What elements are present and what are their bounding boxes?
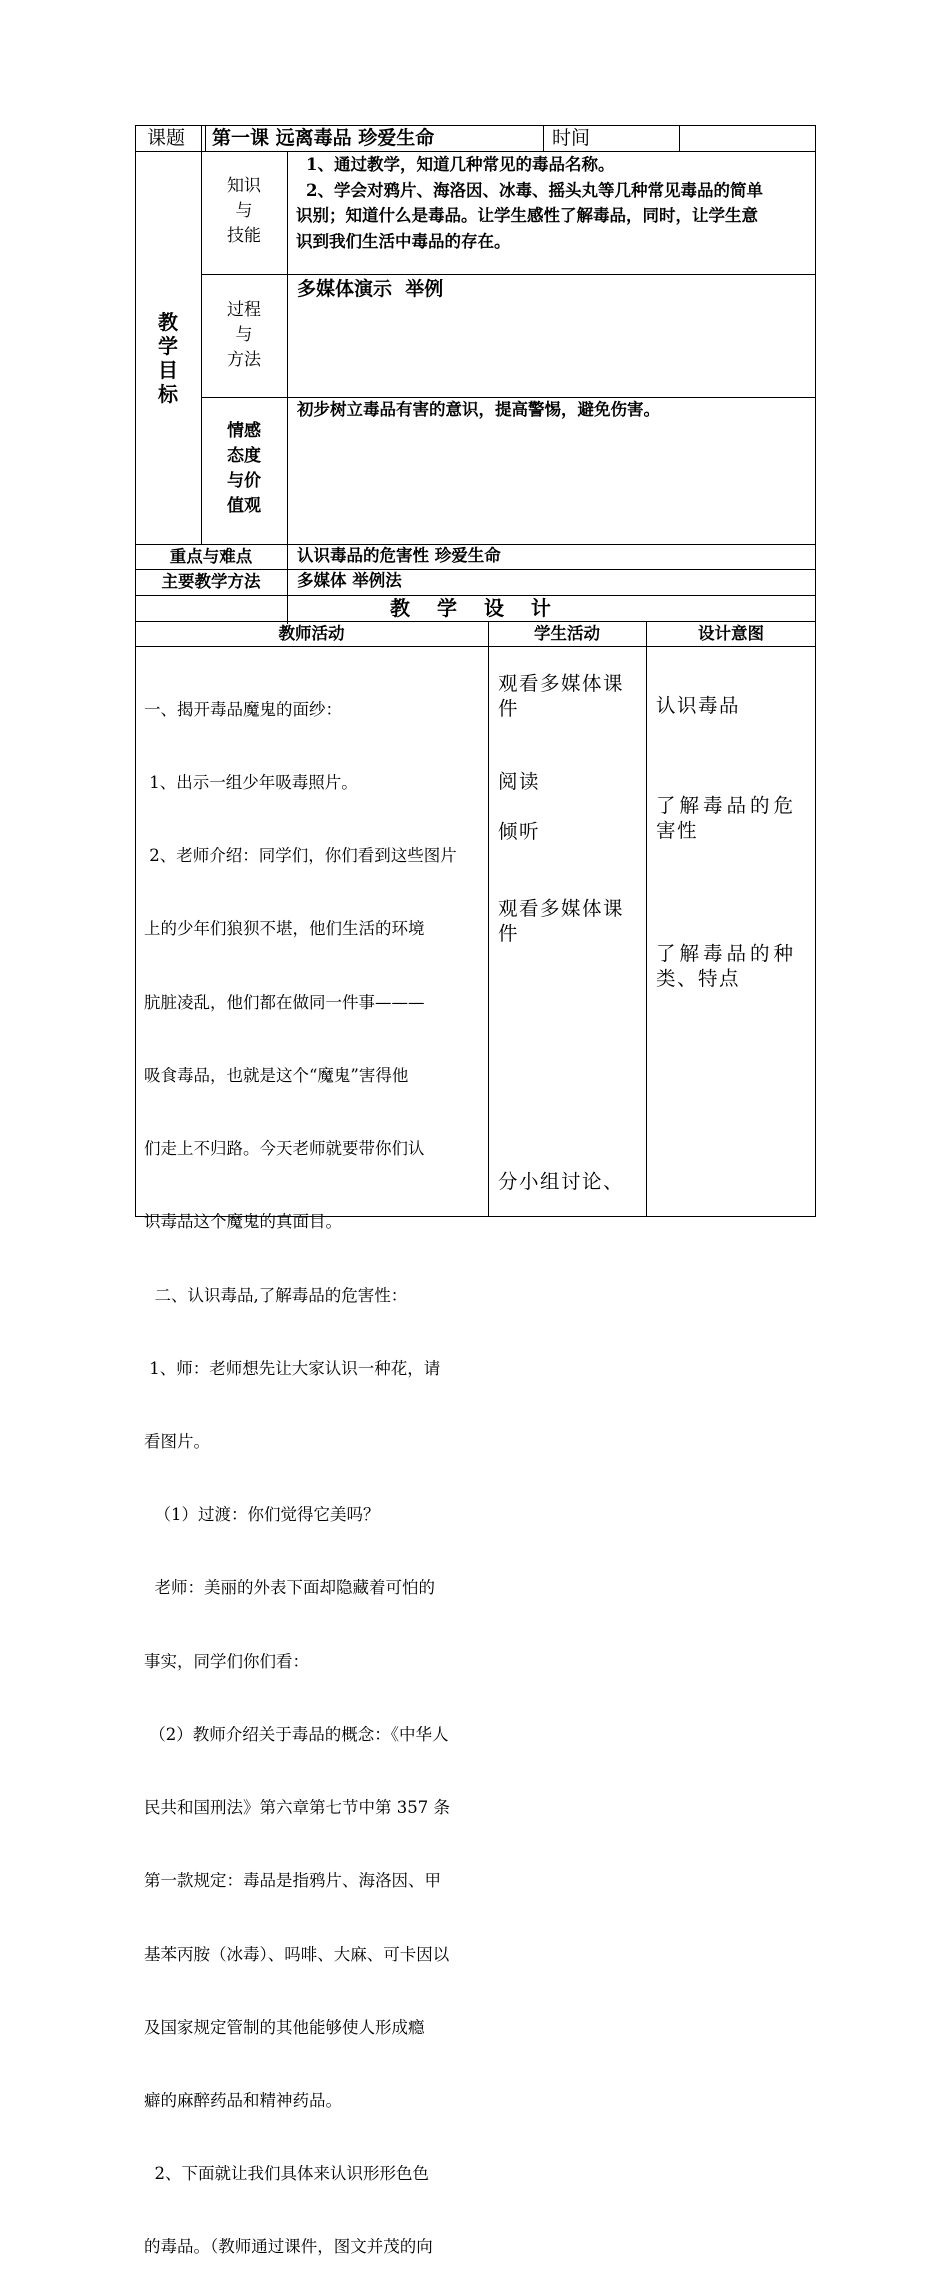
table-rule (201, 274, 816, 275)
teacher-line: 第一款规定：毒品是指鸦片、海洛因、甲 (144, 1871, 441, 1891)
intent-item-line: 了解毒品的危 (656, 794, 798, 817)
knowledge-label-line: 与 (235, 201, 253, 221)
table-rule (135, 621, 816, 622)
topic-value: 第一课 远离毒品 珍爱生命 (212, 127, 435, 149)
teacher-line: 们走上不归路。今天老师就要带你们认 (144, 1139, 425, 1159)
table-rule (488, 621, 489, 1217)
student-item-line: 观看多媒体课 (498, 897, 625, 920)
teacher-line: 识毒品这个魔鬼的真面目。 (144, 1212, 342, 1232)
key-points-label: 重点与难点 (169, 547, 253, 566)
student-item (498, 671, 624, 721)
col-header-teacher: 教师活动 (278, 624, 345, 643)
emotion-label-line: 与价 (227, 471, 261, 491)
knowledge-line: 识到我们生活中毒品的存在。 (296, 231, 511, 251)
teacher-line: 吸食毒品，也就是这个“魔鬼”害得他 (144, 1065, 409, 1085)
teacher-line: 老师：美丽的外表下面却隐藏着可怕的 (144, 1578, 435, 1598)
teacher-line: 及国家规定管制的其他能够使人形成瘾 (144, 2017, 425, 2037)
teacher-line: （2）教师介绍关于毒品的概念：《中华人 (144, 1724, 449, 1744)
intent-item-line: 了解毒品的种 (656, 942, 798, 965)
table-border (815, 125, 816, 1217)
col-header-student: 学生活动 (534, 624, 600, 643)
knowledge-line: 1、通过教学，知道几种常见的毒品名称。 (306, 155, 615, 174)
key-points-value: 认识毒品的危害性 珍爱生命 (297, 546, 501, 565)
intent-item (656, 941, 797, 991)
teacher-line: 事实，同学们你们看： (144, 1651, 309, 1671)
process-text: 多媒体演示 举例 (297, 278, 444, 300)
teacher-line: 的毒品。（教师通过课件，图文并茂的向 (144, 2237, 433, 2257)
student-item-line: 件 (498, 922, 520, 945)
time-label: 时间 (552, 127, 591, 149)
table-rule (135, 646, 816, 647)
table-rule (135, 569, 816, 570)
teacher-line: 1、师：老师想先让大家认识一种花，请 (144, 1358, 441, 1378)
intent-item-line: 类、特点 (656, 967, 741, 990)
methods-value: 多媒体 举例法 (297, 571, 402, 590)
teacher-line: 基苯丙胺（冰毒）、吗啡、大麻、可卡因以 (144, 1944, 450, 1964)
table-rule (646, 621, 647, 1217)
intent-item (656, 793, 797, 843)
emotion-label-line: 值观 (227, 496, 261, 516)
knowledge-label-line: 知识 (227, 176, 261, 196)
teacher-line: 1、出示一组少年吸毒照片。 (144, 773, 358, 793)
table-rule (201, 125, 202, 151)
student-item-line: 观看多媒体课 (498, 672, 625, 695)
objectives-label-char: 学 (158, 334, 178, 358)
process-label-line: 方法 (227, 350, 261, 370)
teacher-line: 肮脏凌乱，他们都在做同一件事——— (144, 992, 425, 1012)
knowledge-line: 识别；知道什么是毒品。让学生感性了解毒品，同时，让学生意 (296, 206, 758, 225)
knowledge-label (201, 174, 287, 249)
teacher-line: 民共和国刑法》第六章第七节中第 357 条 (144, 1798, 450, 1818)
teacher-line: （1）过渡：你们觉得它美吗？ (144, 1505, 380, 1525)
student-item: 阅读 (498, 770, 541, 793)
table-border (135, 125, 136, 1217)
student-item: 分小组讨论、 (498, 1170, 625, 1193)
emotion-text: 初步树立毒品有害的意识，提高警惕，避免伤害。 (297, 400, 660, 419)
teacher-line: 癖的麻醉药品和精神药品。 (144, 2090, 342, 2110)
teacher-line: 一、揭开毒品魔鬼的面纱： (144, 699, 342, 719)
objectives-label-char: 标 (158, 382, 178, 406)
teacher-activity (144, 649, 484, 2284)
intent-item: 认识毒品 (656, 694, 741, 717)
student-item: 倾听 (498, 820, 541, 843)
table-border (135, 125, 816, 126)
teacher-line: 上的少年们狼狈不堪，他们生活的环境 (144, 919, 425, 939)
methods-label: 主要教学方法 (161, 572, 261, 591)
table-rule (287, 151, 288, 624)
knowledge-label-line: 技能 (227, 226, 261, 246)
objectives-label (135, 310, 201, 406)
table-rule (679, 125, 680, 151)
process-label-line: 与 (235, 325, 253, 345)
student-item-line: 件 (498, 697, 520, 720)
table-rule (205, 125, 206, 151)
emotion-label (201, 419, 287, 519)
table-rule (543, 125, 544, 151)
teacher-line: 2、下面就让我们具体来认识形形色色 (144, 2164, 429, 2184)
design-title: 教 学 设 计 (390, 596, 561, 620)
objectives-label-char: 教 (158, 310, 178, 334)
intent-item-line: 害性 (656, 819, 699, 842)
emotion-label-line: 情感 (227, 421, 261, 441)
teacher-line: 2、老师介绍：同学们，你们看到这些图片 (144, 846, 457, 866)
teacher-line: 二、认识毒品,了解毒品的危害性： (144, 1285, 408, 1305)
process-label (201, 298, 287, 373)
objectives-label-char: 目 (158, 358, 178, 382)
teacher-line: 看图片。 (144, 1432, 210, 1451)
col-header-intent: 设计意图 (698, 624, 764, 643)
knowledge-text (296, 152, 812, 254)
table-rule (135, 544, 816, 545)
process-label-line: 过程 (227, 300, 261, 320)
topic-label: 课题 (147, 127, 186, 149)
table-rule (201, 397, 816, 398)
student-item (498, 896, 624, 946)
emotion-label-line: 态度 (227, 446, 261, 466)
knowledge-line: 2、学会对鸦片、海洛因、冰毒、摇头丸等几种常见毒品的简单 (306, 180, 763, 200)
